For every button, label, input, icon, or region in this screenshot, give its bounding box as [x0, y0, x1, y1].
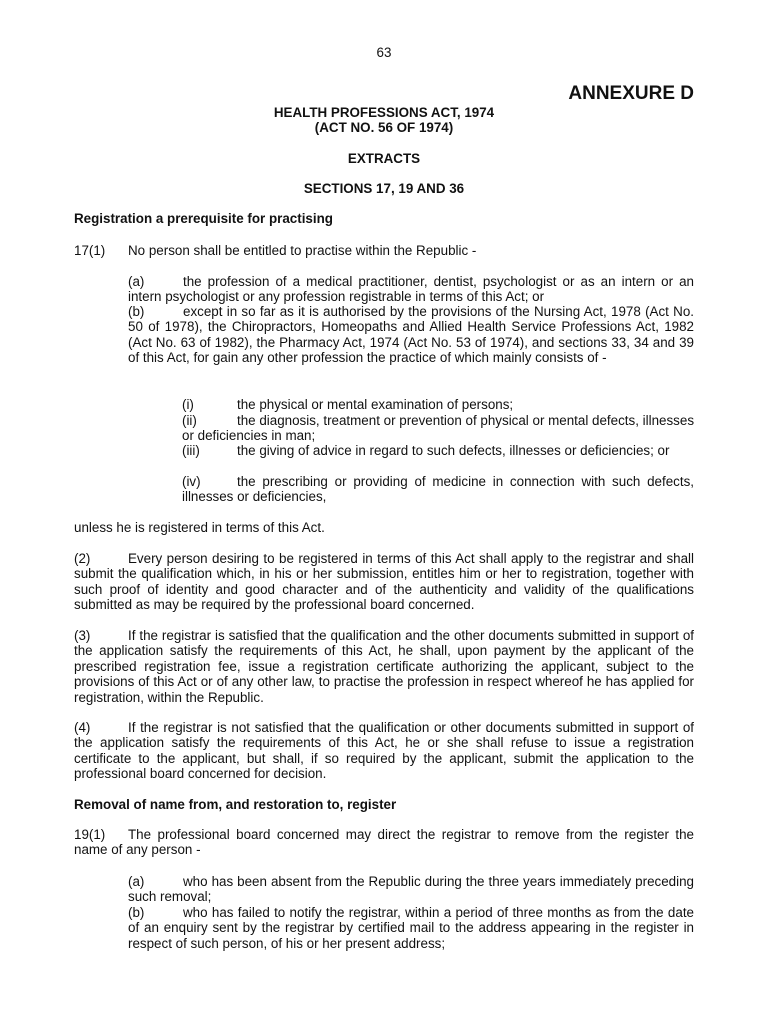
item-text: the profession of a medical practitioner, dentist, psychologist or as an intern or an intern psychologist or any profession registrable in terms of this Act; or: [128, 274, 694, 305]
item-text: except in so far as it is authorised by the provisions of the Nursing Act, 1978 (Act No. 50 of 1978), the Chiropractors, Homeopaths and Allied Health Service Professions Act, 1982 (Act No. 63 of 1982), the Pharmacy Act, 1974 (Act No. 53 of 1974), and sections 33, 34 and 39 of this Act, for gain any other profession the practice of which mainly consists of -: [128, 304, 694, 366]
section-17-1-intro: No person shall be entitled to practise within the Republic -: [128, 243, 477, 258]
item-text: the prescribing or providing of medicine in connection with such defects, illnesses or deficiencies,: [182, 474, 694, 505]
section-17-paragraph-3: [74, 628, 694, 705]
section-17-paragraph-2: [74, 551, 694, 613]
section-19-1-number: 19(1): [74, 827, 106, 842]
item-label: (b): [128, 304, 145, 319]
item-label: (i): [182, 397, 194, 412]
item-text: who has been absent from the Republic during the three years immediately preceding such removal;: [128, 874, 694, 905]
sections-heading: SECTIONS 17, 19 AND 36: [303, 181, 465, 196]
item-text: the physical or mental examination of persons;: [237, 397, 514, 412]
paragraph-text: If the registrar is not satisfied that the qualification or other documents submitted in support of the application satisfy the requirements of this Act, he or she shall refuse to issue a registration certificate to the applicant, but shall, if so required by the applicant, submit the application to the professional board concerned for decision.: [74, 720, 694, 782]
paragraph-text: If the registrar is satisfied that the qualification and the other documents submitted in support of the application satisfy the requirements of this Act, he shall, upon payment by the applicant of the prescribed registration fee, issue a registration certificate authorizing the applicant, subject to the provisions of this Act or of any other law, to practise the profession in respect whereof he has applied for registration, within the Republic.: [74, 628, 694, 705]
section-17-1-number: 17(1): [74, 243, 106, 258]
section-17-item-a: [128, 274, 694, 305]
section-17-subitem-iii: [182, 443, 694, 458]
section-19-item-a: [128, 874, 694, 905]
section-17-unless: unless he is registered in terms of this Act.: [74, 520, 325, 535]
section-19-1-intro: The professional board concerned may direct the registrar to remove from the register the name of any person -: [74, 827, 694, 858]
section-17-item-b: [128, 304, 694, 366]
item-label: (iv): [182, 474, 201, 489]
paragraph-label: (3): [74, 628, 91, 643]
item-label: (ii): [182, 413, 197, 428]
section-17-subitem-iv: [182, 474, 694, 505]
item-text: the giving of advice in regard to such defects, illnesses or deficiencies; or: [237, 443, 670, 458]
section-19-item-b: [128, 905, 694, 951]
extracts-heading: EXTRACTS: [347, 151, 421, 166]
item-label: (b): [128, 905, 145, 920]
paragraph-label: (4): [74, 720, 91, 735]
section-17-subitem-i: [182, 397, 694, 412]
paragraph-text: Every person desiring to be registered in terms of this Act shall apply to the registrar and shall submit the qualification which, in his or her submission, entitles him or her to registration, together with such proof of identity and good character and of the authenticity and validity of the qualifications submitted as may be required by the professional board concerned.: [74, 551, 694, 613]
section-17-title: Registration a prerequisite for practising: [74, 211, 333, 226]
item-label: (a): [128, 874, 145, 889]
act-title: HEALTH PROFESSIONS ACT, 1974: [273, 105, 495, 120]
item-label: (a): [128, 274, 145, 289]
item-text: who has failed to notify the registrar, within a period of three months as from the date of an enquiry sent by the registrar by certified mail to the address appearing in the register in respect of such person, of his or her present address;: [128, 905, 694, 951]
annexure-title: ANNEXURE D: [568, 83, 694, 104]
section-19-1: [74, 827, 694, 858]
page-number: 63: [376, 45, 392, 60]
section-19-title: Removal of name from, and restoration to, register: [74, 797, 397, 812]
paragraph-label: (2): [74, 551, 91, 566]
act-number: (ACT NO. 56 OF 1974): [314, 120, 454, 135]
item-label: (iii): [182, 443, 200, 458]
section-17-subitem-ii: [182, 413, 694, 444]
section-17-paragraph-4: [74, 720, 694, 782]
item-text: the diagnosis, treatment or prevention of physical or mental defects, illnesses or deficiencies in man;: [182, 413, 695, 444]
